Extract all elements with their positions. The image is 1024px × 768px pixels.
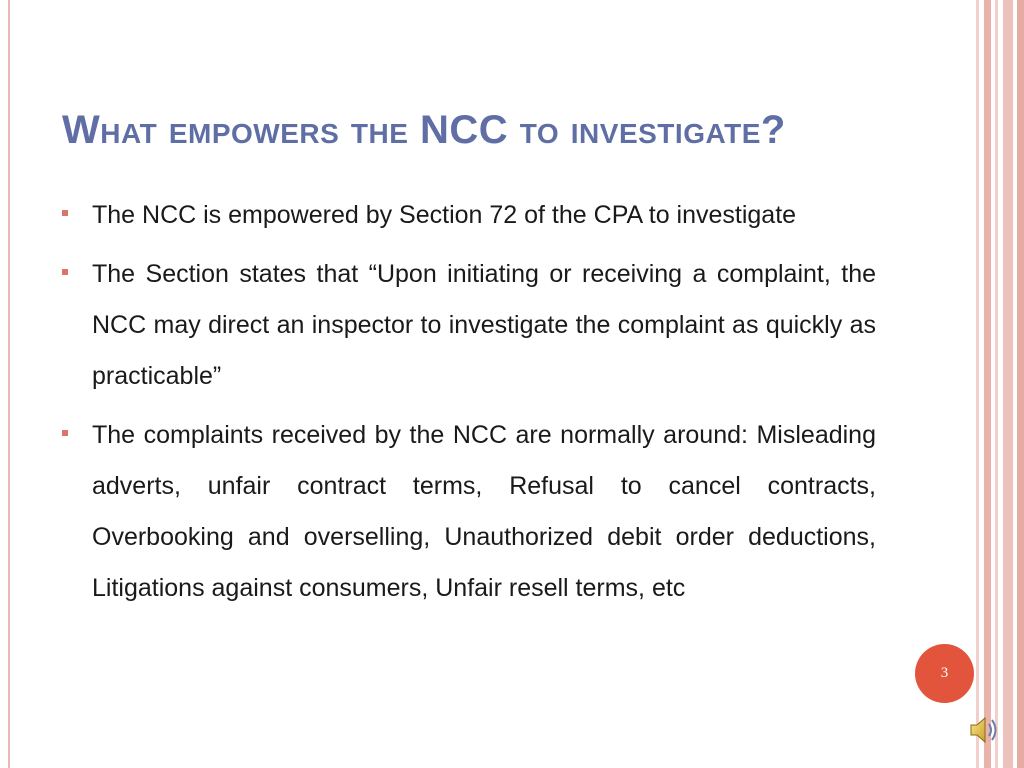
bullet-text: The NCC is empowered by Section 72 of the CPA to investigate <box>92 201 797 229</box>
stripe <box>1003 0 1013 768</box>
slide-title: What empowers the NCC to investigate? <box>62 108 786 152</box>
bullet-list <box>56 190 876 622</box>
bullet-item <box>56 190 876 241</box>
bullet-text: The complaints received by the NCC are normally around: Misleading adverts, unfair contract terms, Refusal to cancel contracts, Overbooking and overselling, Unauthorized debit order deductions, Litigations against consumers, Unfair resell terms, etc <box>92 421 876 602</box>
stripe <box>976 0 979 768</box>
bullet-item <box>56 249 876 402</box>
square-bullet-icon <box>62 269 68 275</box>
page-number-badge: 3 <box>915 644 974 703</box>
stripe <box>995 0 998 768</box>
square-bullet-icon <box>62 430 68 436</box>
right-decorative-stripes <box>976 0 1024 768</box>
left-border-line <box>8 0 10 768</box>
square-bullet-icon <box>62 210 68 216</box>
bullet-item <box>56 410 876 614</box>
speaker-icon[interactable] <box>968 712 1000 748</box>
stripe <box>984 0 991 768</box>
stripe <box>1017 0 1024 768</box>
bullet-text: The Section states that “Upon initiating or receiving a complaint, the NCC may direct an inspector to investigate the complaint as quickly as practicable” <box>92 260 876 390</box>
